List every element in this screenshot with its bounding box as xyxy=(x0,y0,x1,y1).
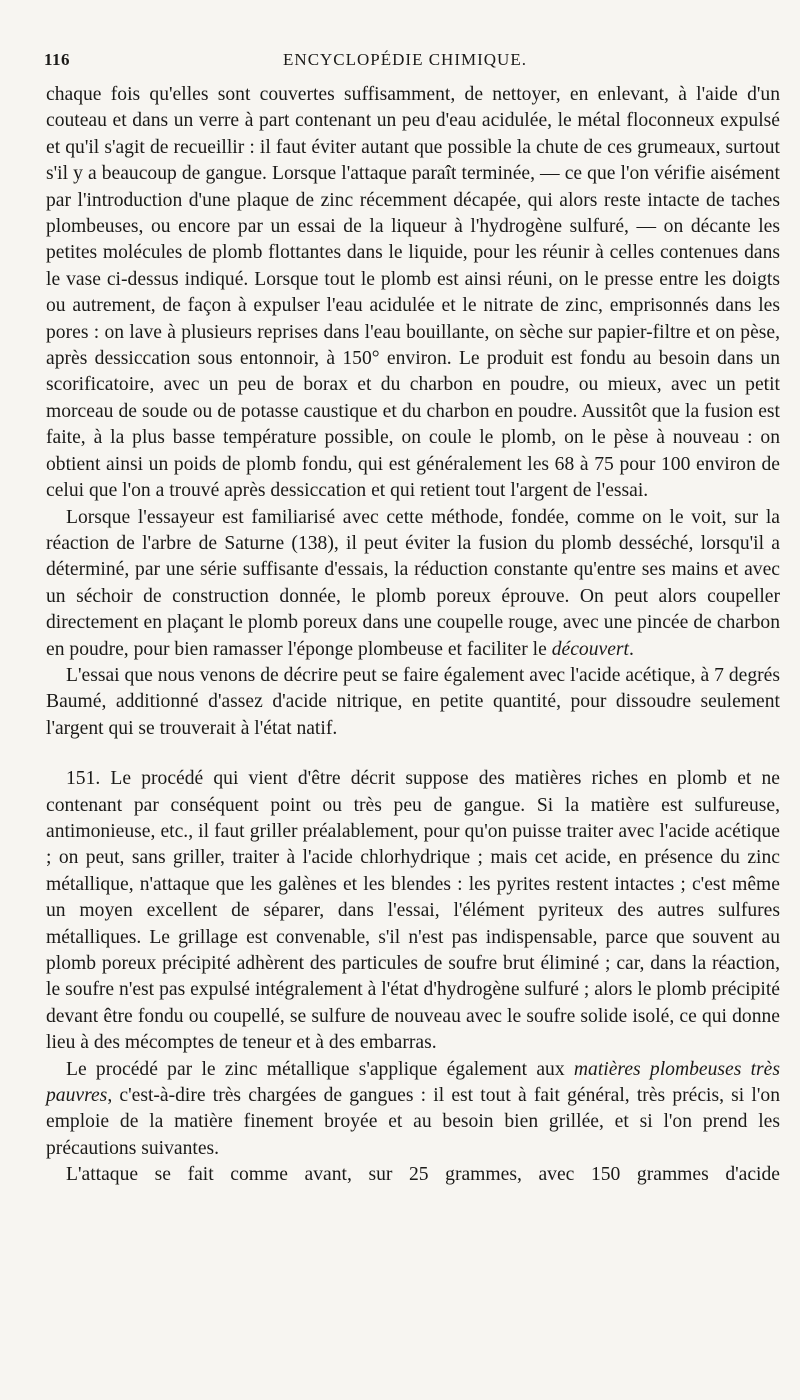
emphasis-decouvert: découvert xyxy=(551,638,629,660)
paragraph-arbre-de-saturne xyxy=(46,505,780,663)
paragraph-acide-acetique: L'essai que nous venons de décrire peut se faire également avec l'acide acétique, à 7 degrés Baumé, additionné d'assez d'acide nitrique, en petite quantité, pour dissoudre seulement l'argent qui se trouverait à l'état natif. xyxy=(46,664,780,739)
paragraph-matieres-pauvres xyxy=(46,1057,780,1163)
emphasis-matieres-plombeuses: matières plombeuses très pauvres xyxy=(46,1058,780,1107)
page-body xyxy=(46,82,780,1189)
paragraph-151 xyxy=(46,766,780,1056)
paragraph-text-end: , c'est-à-dire très chargées de gangues : il est tout à fait général, très précis, si l'on emploie de la matière finement broyée et au besoin bien grillée, et si l'on prend les précautions suivantes. xyxy=(46,1085,780,1159)
page-number: 116 xyxy=(44,50,71,69)
section-number: 151. xyxy=(66,768,101,790)
paragraph-text-end: . xyxy=(628,638,634,660)
paragraph-text: Lorsque l'essayeur est familiarisé avec cette méthode, fondée, comme on le voit, sur la réaction de l'arbre de Saturne (138), il peut éviter la fusion du plomb desséché, lorsqu'il a déterminé, par une série suffisante d'essais, la réduction constante qu'entre ses mains et avec un séchoir de construction donnée, le plomb poreux éprouve. On peut alors coupeller directement en plaçant le plomb poreux dans une coupelle rouge, avec une pincée de charbon en poudre, pour bien ramasser l'éponge plombeuse et faciliter le xyxy=(46,506,780,660)
paragraph-attaque: L'attaque se fait comme avant, sur 25 grammes, avec 150 grammes d'acide xyxy=(66,1164,780,1186)
paragraph-text: Le procédé qui vient d'être décrit suppose des matières riches en plomb et ne contenant par conséquent point ou très peu de gangue. Si la matière est sulfureuse, antimonieuse, etc., il faut griller préalablement, pour qu'on puisse traiter avec l'acide acétique ; on peut, sans griller, traiter à l'acide chlorhydrique ; mais cet acide, en présence du zinc métallique, n'attaque que les galènes et les blendes : les pyrites restent intactes ; c'est même un moyen excellent de séparer, dans l'essai, l'élément pyriteux des autres sulfures métalliques. Le grillage est convenable, s'il n'est pas indispensable, parce que souvent au plomb poreux précipité adhèrent des particules de soufre brut éliminé ; car, dans la réaction, le soufre n'est pas expulsé intégralement à l'état d'hydrogène sulfuré ; alors le plomb précipité devant être fondu ou coupellé, se sulfure de nouveau avec le soufre solide isolé, ce qui donne lieu à des mécomptes de teneur et à des embarras. xyxy=(46,768,780,1054)
running-title: ENCYCLOPÉDIE CHIMIQUE. xyxy=(283,50,527,69)
page-header xyxy=(44,50,766,76)
paragraph-continuation: chaque fois qu'elles sont couvertes suffisamment, de nettoyer, en enlevant, à l'aide d'un couteau et dans un verre à part contenant un peu d'eau acidulée, le métal floconneux expulsé et qu'il s'agit de recueillir : il faut éviter autant que possible la chute de ces grumeaux, surtout s'il y a beaucoup de gangue. Lorsque l'attaque paraît terminée, — ce que l'on vérifie aisément par l'introduction d'une plaque de zinc récemment décapée, qui alors reste intacte de taches plombeuses, ou encore par un essai de la liqueur à l'hydrogène sulfuré, — on décante les petites molécules de plomb flottantes dans le liquide, pour les réunir à celles contenues dans le vase ci-dessus indiqué. Lorsque tout le plomb est ainsi réuni, on le presse entre les doigts ou autrement, de façon à expulser l'eau acidulée et le nitrate de zinc, emprisonnés dans les pores : on lave à plusieurs reprises dans l'eau bouillante, on sèche sur papier-filtre et on pèse, après dessiccation sous entonnoir, à 150° environ. Le produit est fondu au besoin dans un scorificatoire, avec un peu de borax et du charbon en poudre, ou mieux, avec un petit morceau de soude ou de potasse caustique et du charbon en poudre. Aussitôt que la fusion est faite, à la plus basse température possible, on coule le plomb, on le pèse à nouveau : on obtient ainsi un poids de plomb fondu, qui est généralement les 68 à 75 pour 100 environ de celui que l'on a trouvé après dessiccation et qui retient tout l'argent de l'essai. xyxy=(46,84,780,502)
paragraph-text: Le procédé par le zinc métallique s'applique également aux xyxy=(66,1058,574,1080)
